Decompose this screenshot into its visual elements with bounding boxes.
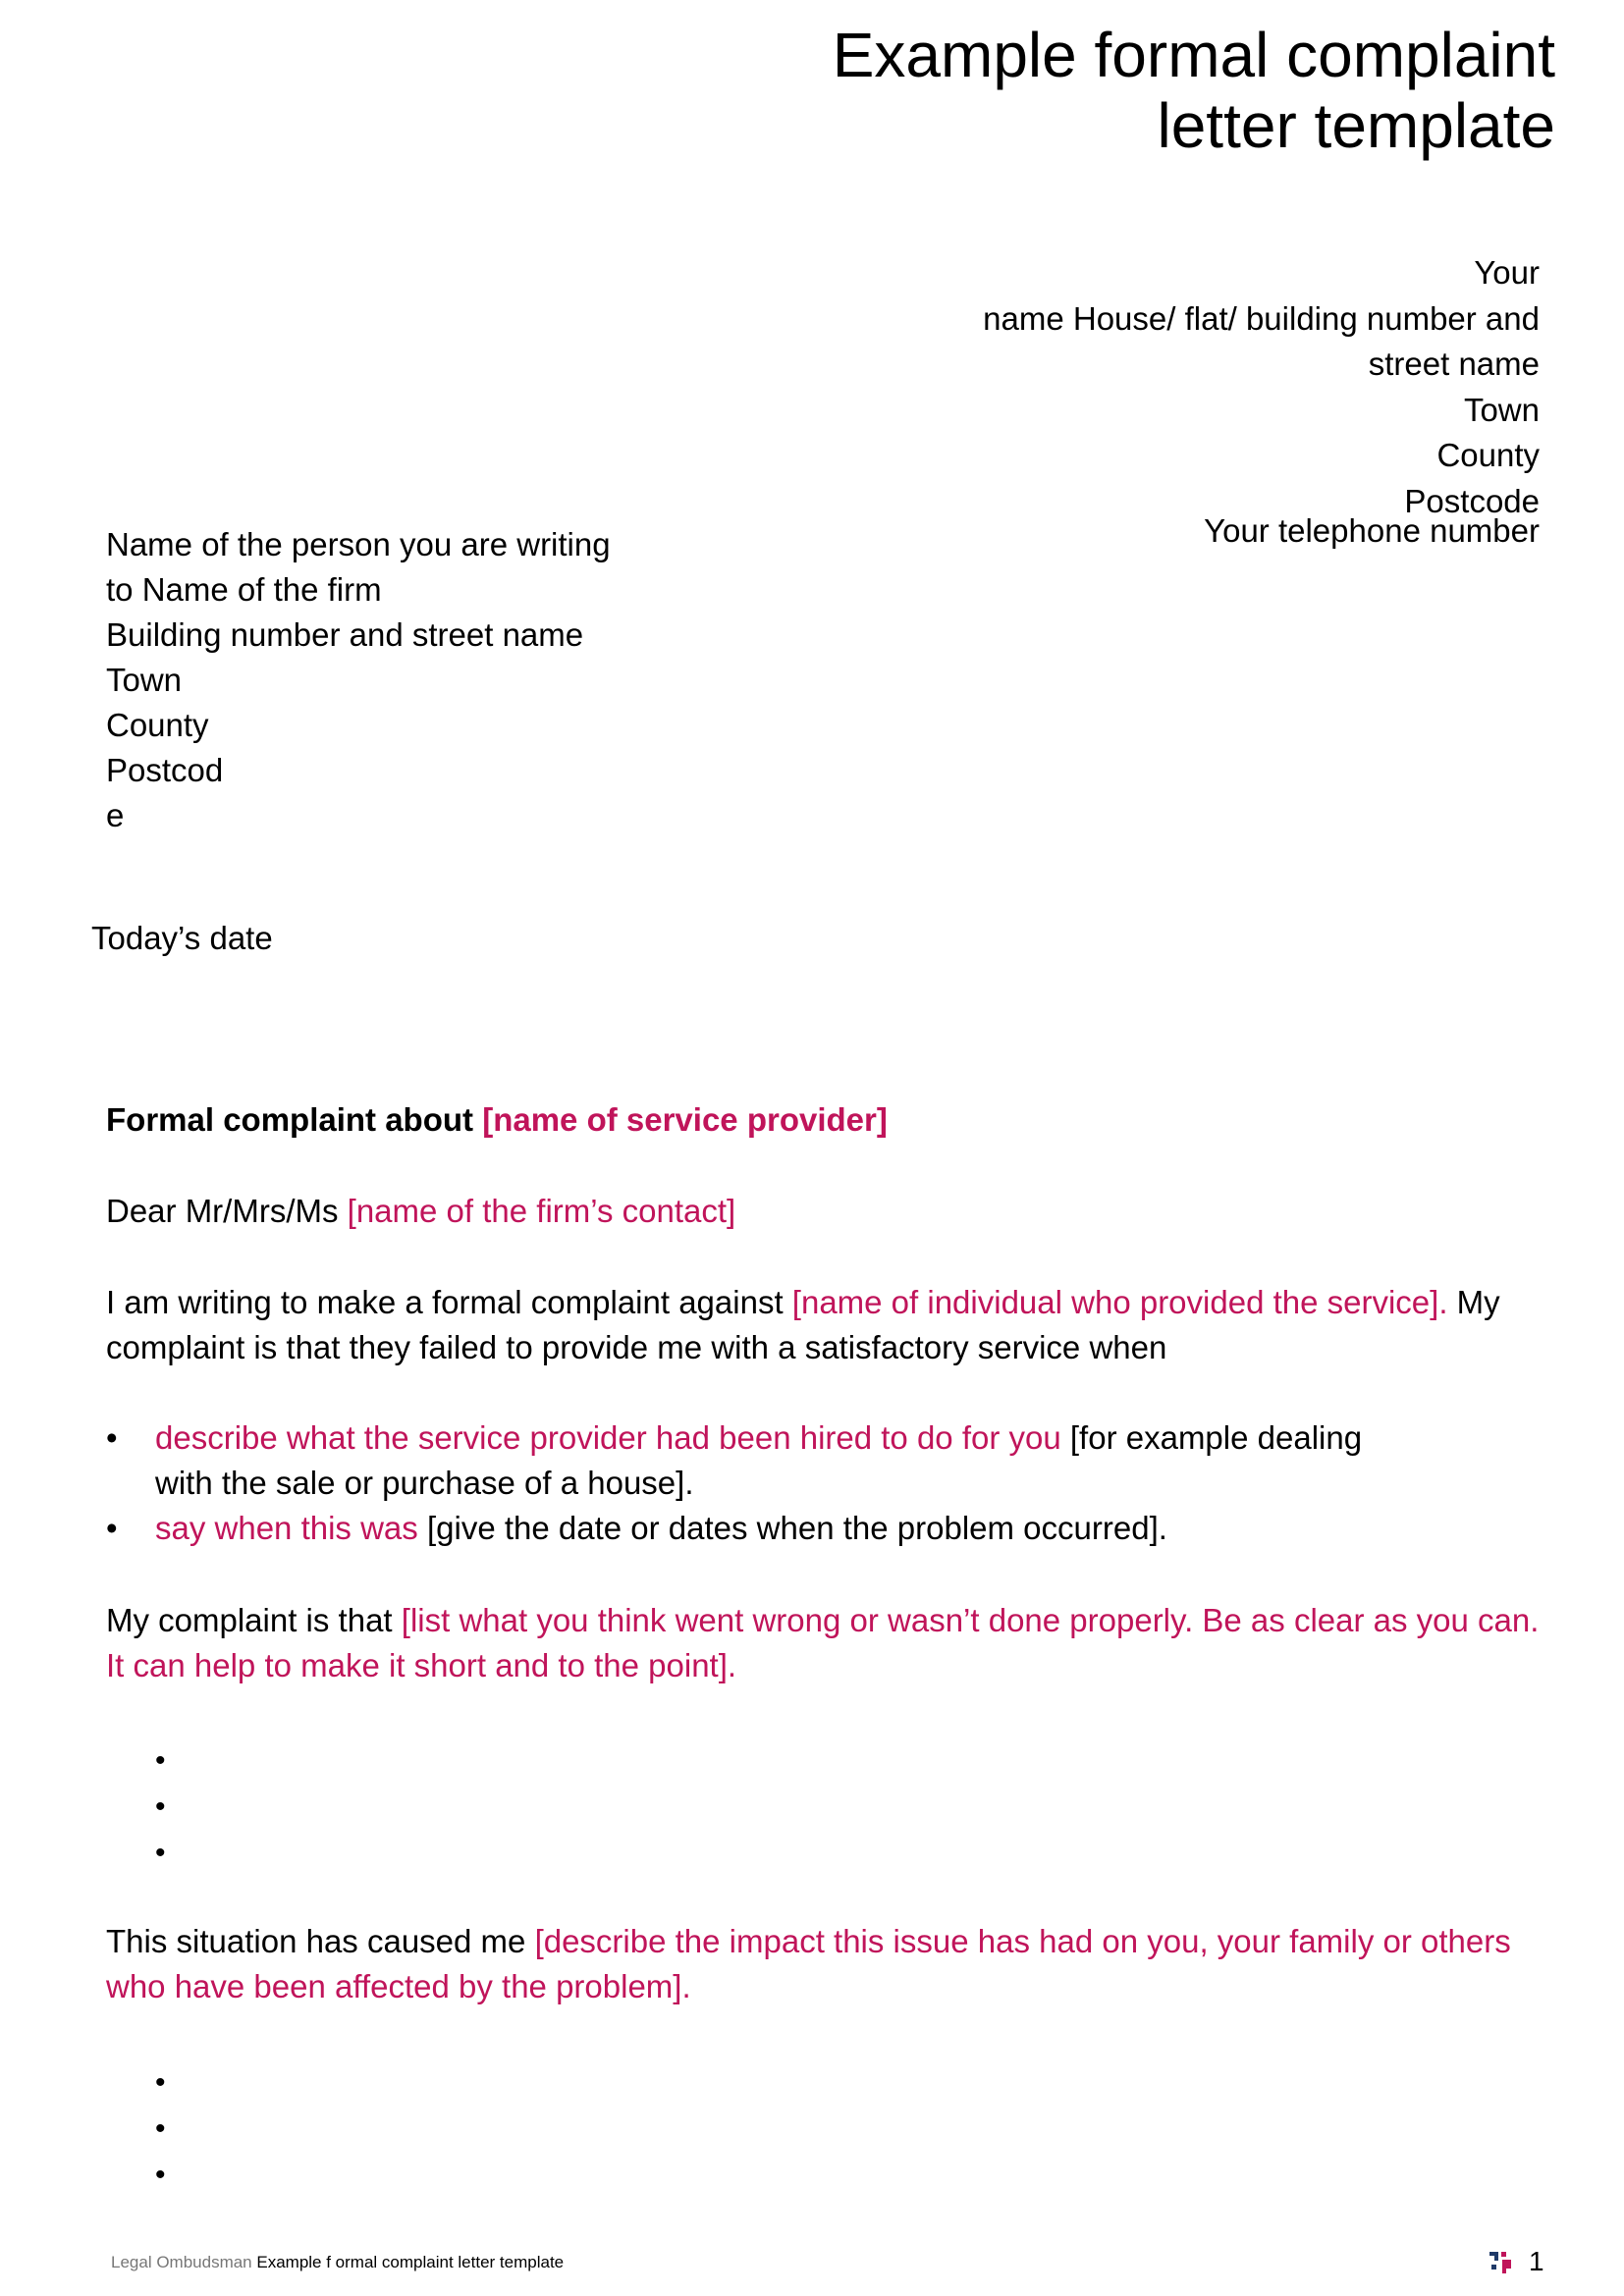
paragraph-text: This situation has caused me <box>106 1923 535 1959</box>
page-footer <box>111 2253 564 2272</box>
title-line-1: Example formal complaint <box>832 20 1555 90</box>
recipient-address <box>106 522 695 838</box>
paragraph-placeholder: [list what you think went wrong or wasn’t done properly. Be as clear as you can. It can help to make it short and to the point]. <box>106 1602 1540 1683</box>
empty-bullet: • <box>155 2066 166 2099</box>
list-item <box>106 1506 1481 1551</box>
paragraph-text: My complaint is that they failed to provide me with a satisfactory service when <box>106 1284 1500 1365</box>
footer-organisation: Legal Ombudsman <box>111 2253 252 2271</box>
greeting <box>106 1189 1549 1234</box>
service-details-list <box>106 1415 1481 1551</box>
title-line-2: letter template <box>1157 90 1555 161</box>
recipient-line: e <box>106 797 125 833</box>
recipient-line: Town <box>106 662 183 698</box>
empty-bullet: • <box>155 2159 166 2191</box>
impact-paragraph <box>106 1919 1549 2009</box>
greeting-prefix: Dear Mr/Mrs/Ms <box>106 1193 348 1229</box>
footer-document-title: Example f ormal complaint letter template <box>256 2253 565 2271</box>
empty-bullet: • <box>155 2112 166 2145</box>
recipient-line: Building number and street name <box>106 616 584 653</box>
sender-line: Your <box>1474 254 1540 291</box>
sender-line: Postcode <box>1404 482 1540 519</box>
empty-bullet-list <box>155 2059 166 2198</box>
empty-bullet: • <box>155 1744 166 1777</box>
bullet-icon: • <box>106 1419 118 1456</box>
page-number: 1 <box>1529 2246 1544 2276</box>
paragraph-placeholder: [name of individual who provided the service]. <box>791 1284 1448 1320</box>
list-item-text: [for example dealing with the sale or purchase of a house]. <box>155 1419 1363 1501</box>
empty-bullet: • <box>155 1837 166 1869</box>
paragraph-placeholder: [describe the impact this issue has had on you, your family or others who have been affected by the problem]. <box>106 1923 1511 2004</box>
empty-bullet: • <box>155 1790 166 1823</box>
recipient-line: County <box>106 707 209 743</box>
letter-date: Today’s date <box>91 920 273 956</box>
legal-ombudsman-logo-icon <box>1486 2248 1515 2277</box>
subject-line <box>106 1097 1549 1143</box>
sender-address <box>950 250 1540 555</box>
list-item-highlight: describe what the service provider had been hired to do for you <box>155 1419 1061 1456</box>
complaint-details-paragraph <box>106 1598 1549 1688</box>
sender-line: Town <box>1463 391 1540 428</box>
subject-prefix: Formal complaint about <box>106 1101 483 1138</box>
page-title <box>672 20 1555 161</box>
list-item-text: [give the date or dates when the problem occurred]. <box>417 1510 1167 1546</box>
empty-bullet-list <box>155 1737 166 1876</box>
list-item <box>106 1415 1481 1506</box>
list-item-highlight: say when this was <box>155 1510 418 1546</box>
complaint-intro-paragraph <box>106 1280 1549 1370</box>
recipient-line: Postcod <box>106 752 224 788</box>
sender-line: County <box>1436 437 1540 473</box>
sender-line: street name <box>1368 346 1540 382</box>
paragraph-text: My complaint is that <box>106 1602 402 1638</box>
recipient-line: to Name of the firm <box>106 571 382 608</box>
greeting-placeholder: [name of the firm’s contact] <box>347 1193 736 1229</box>
sender-line: name House/ flat/ building number and <box>983 299 1540 337</box>
bullet-icon: • <box>106 1510 118 1546</box>
recipient-line: Name of the person you are writing <box>106 526 611 562</box>
sender-line: Your telephone number <box>1204 512 1540 549</box>
paragraph-text: I am writing to make a formal complaint against <box>106 1284 792 1320</box>
subject-placeholder: [name of service provider] <box>482 1101 888 1138</box>
